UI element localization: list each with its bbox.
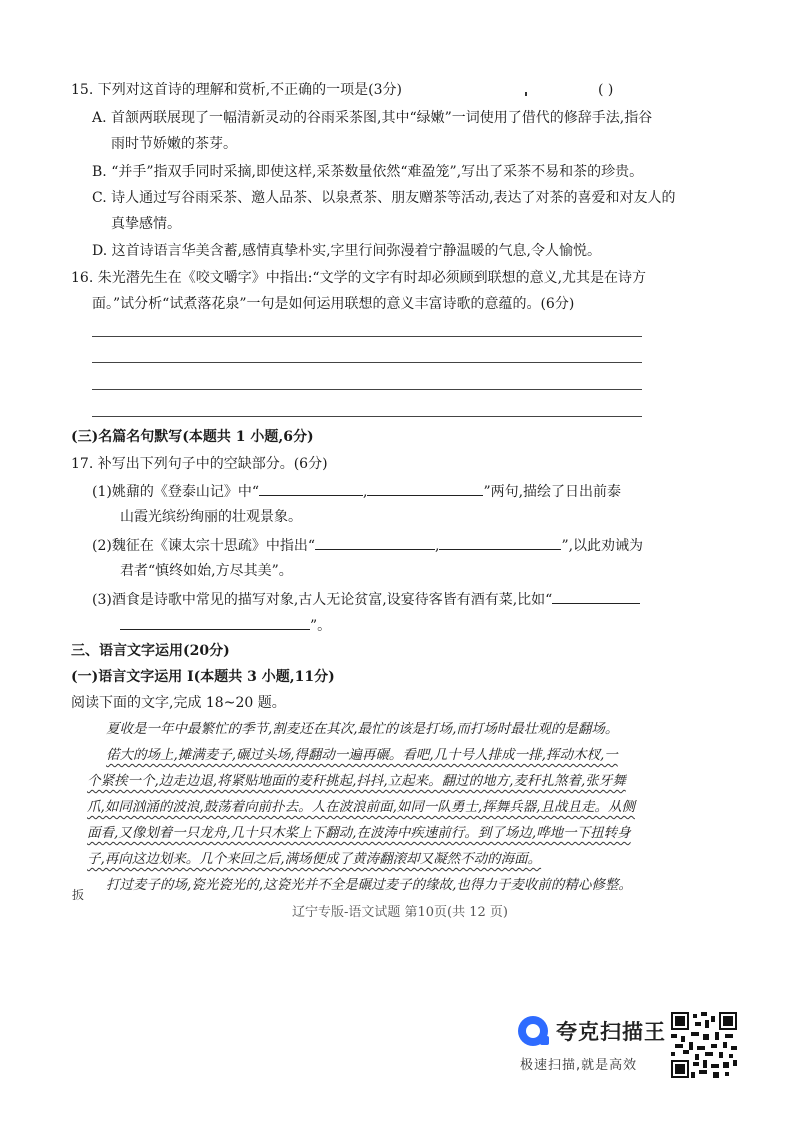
passage-para-1: 夏收是一年中最繁忙的季节,割麦还在其次,最忙的该是打场,而打场时最壮观的是翻场。 (106, 721, 619, 737)
option-a-line1: A. 首颔两联展现了一幅清新灵动的谷雨采茶图,其中“绿嫩”一词使用了借代的修辞手法,指谷 (92, 110, 653, 126)
reading-instruction: 阅读下面的文字,完成 18~20 题。 (71, 695, 286, 711)
q17-item2-line1 (92, 535, 643, 556)
q16-line2: 面。”试分析“试煮落花泉”一句是如何运用联想的意义丰富诗歌的意蕴的。(6分) (92, 296, 575, 312)
blank-2b[interactable] (439, 535, 561, 550)
q17-stem: 17. 补写出下列句子中的空缺部分。(6分) (71, 456, 328, 472)
passage-underlined-1: 偌大的场上,摊满麦子,碾过头场,得翻动一遍再碾。看吧,几十号人排成一排,挥动木杈,一 (106, 747, 618, 763)
option-d: D. 这首诗语言华美含蓄,感情真挚朴实,字里行间弥漫着宁静温暖的气息,令人愉悦。 (92, 243, 601, 259)
q17-1-suffix: ”两句,描绘了日出前泰 (483, 484, 622, 500)
passage-line-5 (87, 849, 541, 869)
answer-line-3[interactable] (92, 389, 642, 390)
scanner-watermark (518, 1012, 798, 1082)
option-c-line2: 真挚感情。 (111, 216, 181, 232)
blank-2a[interactable] (315, 535, 435, 550)
answer-line-4[interactable] (92, 416, 642, 417)
q17-item3-line1 (92, 589, 640, 610)
option-b: B. “并手”指双手同时采摘,即使这样,采茶数量依然“难盈笼”,写出了采茶不易和茶的珍贵。 (92, 164, 644, 180)
q17-2-prefix: (2)魏征在《谏太宗十思疏》中指出“ (92, 538, 315, 554)
option-c-line1: C. 诗人通过写谷雨采茶、邀人品茶、以泉煮茶、朋友赠茶等活动,表达了对茶的喜爱和对友人的 (92, 190, 676, 206)
passage-para-3: 打过麦子的场,瓷光瓷光的,这瓷光并不全是碾过麦子的缘故,也得力于麦收前的精心修整。 (106, 877, 632, 893)
margin-mark: 扳 (72, 888, 85, 902)
q17-2-comma: , (435, 538, 440, 554)
option-a-line2: 雨时节娇嫩的茶芽。 (111, 136, 237, 152)
section-heading-recitation: (三)名篇名句默写(本题共 1 小题,6分) (71, 429, 314, 445)
blank-1a[interactable] (259, 481, 363, 496)
q17-item2-line2: 君者“慎终如始,方尽其美”。 (120, 563, 293, 579)
part-heading-language: 三、语言文字运用(20分) (71, 643, 230, 659)
q17-item1-line2: 山霞光缤纷绚丽的壮观景象。 (120, 509, 302, 525)
passage-line-2 (87, 771, 626, 791)
passage-line-1 (106, 745, 618, 765)
q17-3-prefix: (3)酒食是诗歌中常见的描写对象,古人无论贫富,设宴待客皆有酒有菜,比如“ (92, 592, 553, 608)
answer-line-1[interactable] (92, 336, 642, 337)
q17-2-suffix: ”,以此劝诫为 (561, 538, 644, 554)
brand-name: 夸克扫描王 (556, 1020, 666, 1044)
q17-1-prefix: (1)姚鼐的《登泰山记》中“ (92, 484, 259, 500)
answer-line-2[interactable] (92, 362, 642, 363)
page-footer: 辽宁专版-语文试题 第10页(共 12 页) (291, 905, 509, 920)
q17-1-comma: , (363, 484, 368, 500)
passage-underlined-4: 面看,又像划着一只龙舟,几十只木桨上下翻动,在波涛中疾速前行。到了场边,哗地一下扭转身 (87, 825, 631, 841)
qr-code-icon[interactable] (671, 1012, 737, 1078)
answer-paren: ( ) (598, 82, 614, 98)
passage-line-4 (87, 823, 631, 843)
q16-line1: 16. 朱光潜先生在《咬文嚼字》中指出:“文学的文字有时却必须顾到联想的意义,尤其是在诗方 (71, 270, 647, 286)
q17-item3-line2 (92, 615, 331, 636)
q17-3-suffix: ”。 (310, 618, 332, 634)
passage-line-3 (87, 797, 635, 817)
ink-dot (525, 92, 527, 96)
brand-slogan: 极速扫描,就是高效 (520, 1058, 638, 1073)
blank-3a[interactable] (552, 589, 640, 604)
passage-underlined-2: 个紧挨一个,边走边退,将紧贴地面的麦秆挑起,抖抖,立起来。翻过的地方,麦秆扎煞着,张牙舞 (87, 773, 626, 789)
q15-stem: 15. 下列对这首诗的理解和赏析,不正确的一项是(3分) (71, 82, 402, 98)
blank-1b[interactable] (367, 481, 483, 496)
subsection-heading: (一)语言文字运用 Ⅰ(本题共 3 小题,11分) (71, 669, 335, 685)
passage-underlined-5: 子,再向这边划来。几个来回之后,满场便成了黄涛翻滚却又凝然不动的海面。 (87, 851, 542, 867)
quark-logo-tail-icon (540, 1036, 549, 1045)
passage-underlined-3: 爪,如同汹涌的波浪,鼓荡着向前扑去。人在波浪前面,如同一队勇士,挥舞兵器,且战且走。从侧 (87, 799, 635, 815)
blank-3b[interactable] (120, 615, 310, 630)
q17-item1-line1 (92, 481, 621, 502)
